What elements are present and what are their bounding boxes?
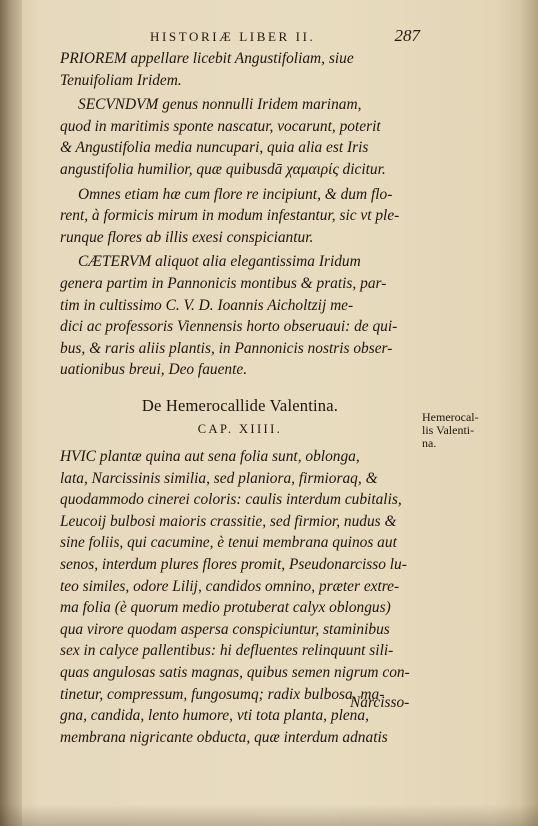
catchword: Narcisso- (350, 694, 410, 711)
chapter-title: De Hemerocallide Valentina. (141, 395, 339, 415)
page-edge-shadow (520, 0, 538, 826)
chapter-body: HVIC plantæ quina aut sena folia sunt, oblonga, lata, Narcissinis similia, sed planiora, firmioraq, & quodammodo cinerei coloris: caulis interdum cubitalis, Leucoij bulbosi maioris crassitie, sed firmior, nudus & sine foliis, qui cacumine, è tenui membrana quinos aut senos, interdum plures flores promit, Pseudonarcisso lu- teo similes, odore Lilij, candidos omnino, præter extre- ma folia (è quorum medio protuberat calyx oblongus) qua virore quodam aspersa conspiciuntur, staminibus sex in calyce pallentibus: hi defluentes relinquunt sili- quas angulosas satis magnas, quibus semen nigrum con- tinetur, compressum, fungosumq; radix bulbosa, ma- gna, candida, lento humore, vti tota planta, plena, membrana nigricante obducta, quæ interdum adnatis (60, 448, 410, 746)
main-text-block (60, 48, 420, 751)
paragraph-secundum: SECVNDVM genus nonnulli Iridem marinam, quod in maritimis sponte nascatur, vocarunt, poterit & Angustifolia media nuncupari, quia alia est Iris angustifolia humilior, quæ quibusdā χαμαιρίς dicitur. (60, 96, 386, 178)
page-number: 287 (394, 26, 420, 45)
chapter-number: CAP. XIIII. (197, 421, 283, 436)
paragraph-ceterum: CÆTERVM aliquot alia elegantissima Iridum genera partim in Pannonicis montibus & pratis, par- tim in cultissimo C. V. D. Ioannis Aicholtzij me- dici ac professoris Viennensis horto obseruaui: de qui- bus, & raris aliis plantis, in Pannonicis nostris obser- uationibus breui, Deo fauente. (60, 253, 398, 379)
page-bottom-shadow (0, 804, 538, 826)
margin-note: Hemerocal- lis Valenti- na. (422, 410, 479, 450)
page-gutter (0, 0, 22, 826)
paragraph-priorem: PRIOREM appellare licebit Angustifoliam, siue Tenuifoliam Iridem. (60, 50, 354, 89)
running-head: HISTORIÆ LIBER II. (150, 29, 316, 44)
paragraph-omnes: Omnes etiam hæ cum flore re incipiunt, & dum flo- rent, à formicis mirum in modum infestantur, sic vt ple- runque flores ab illis exesi conspiciantur. (60, 185, 400, 246)
page-header (150, 26, 420, 48)
